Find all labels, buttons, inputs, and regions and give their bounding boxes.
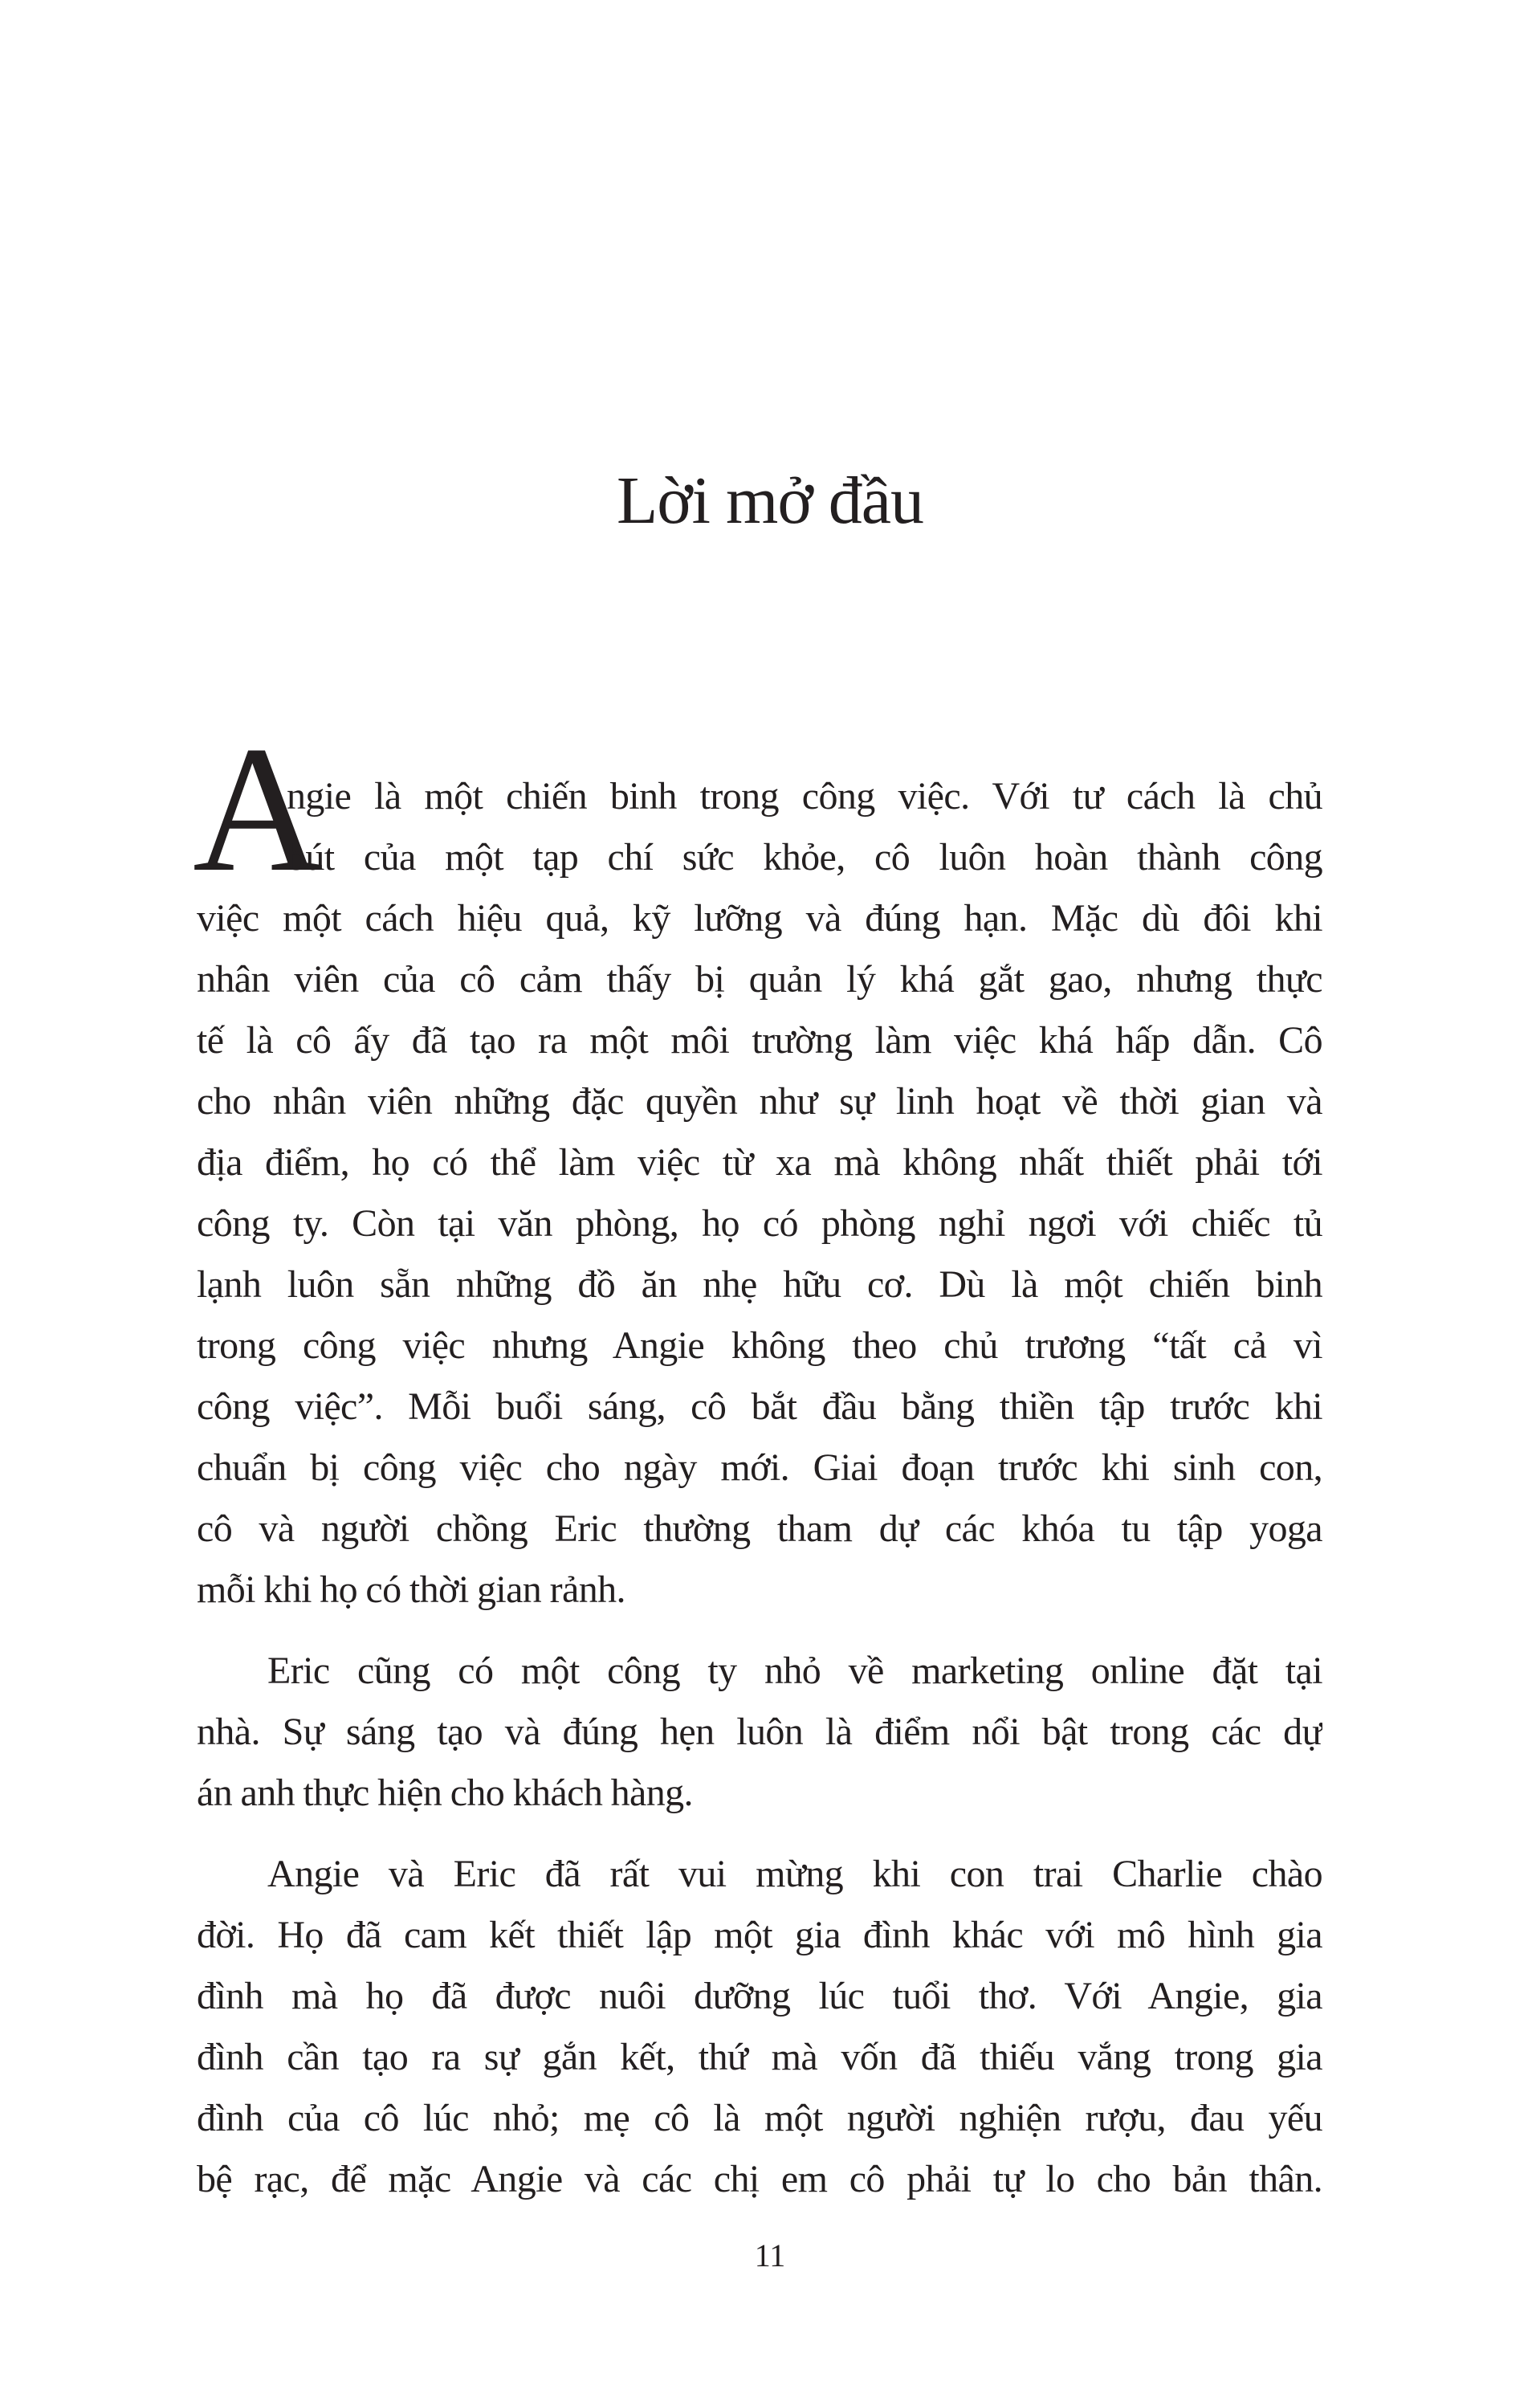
text-line: Eric cũng có một công ty nhỏ về marketing online đặt tại: [267, 1650, 1322, 1692]
text-line: việc một cách hiệu quả, kỹ lưỡng và đúng hạn. Mặc dù đôi khi: [197, 897, 1322, 940]
text-line: công ty. Còn tại văn phòng, họ có phòng nghỉ ngơi với chiếc tủ: [197, 1202, 1322, 1245]
body-text: [197, 766, 1322, 2210]
text-line: đình mà họ đã được nuôi dưỡng lúc tuổi thơ. Với Angie, gia: [197, 1975, 1322, 2017]
text-line: chuẩn bị công việc cho ngày mới. Giai đoạn trước khi sinh con,: [197, 1446, 1322, 1489]
drop-cap: A: [193, 708, 324, 909]
text-line: cô và người chồng Eric thường tham dự các khóa tu tập yoga: [197, 1507, 1322, 1550]
text-line: bệ rạc, để mặc Angie và các chị em cô phải tự lo cho bản thân.: [197, 2158, 1322, 2200]
text-line: ngie là một chiến binh trong công việc. Với tư cách là chủ: [287, 775, 1322, 818]
chapter-title: Lời mở đầu: [616, 463, 924, 538]
paragraph-2: [197, 1641, 1322, 1824]
text-line: bút của một tạp chí sức khỏe, cô luôn hoàn thành công: [287, 836, 1322, 879]
text-line: án anh thực hiện cho khách hàng.: [197, 1772, 693, 1814]
text-line: địa điểm, họ có thể làm việc từ xa mà không nhất thiết phải tới: [197, 1141, 1322, 1184]
text-line: đình cần tạo ra sự gắn kết, thứ mà vốn đã thiếu vắng trong gia: [197, 2036, 1322, 2078]
text-line: tế là cô ấy đã tạo ra một môi trường làm việc khá hấp dẫn. Cô: [197, 1019, 1322, 1062]
text-line: trong công việc nhưng Angie không theo chủ trương “tất cả vì: [197, 1324, 1322, 1367]
paragraph-3: [197, 1844, 1322, 2210]
text-line: lạnh luôn sẵn những đồ ăn nhẹ hữu cơ. Dù là một chiến binh: [197, 1263, 1322, 1306]
page-number: 11: [754, 2237, 786, 2274]
paragraph-1: [197, 766, 1322, 1621]
text-line: Angie và Eric đã rất vui mừng khi con trai Charlie chào: [267, 1853, 1322, 1895]
text-line: mỗi khi họ có thời gian rảnh.: [197, 1568, 625, 1611]
text-line: nhà. Sự sáng tạo và đúng hẹn luôn là điểm nổi bật trong các dự: [197, 1711, 1322, 1753]
text-line: công việc”. Mỗi buổi sáng, cô bắt đầu bằng thiền tập trước khi: [197, 1385, 1322, 1428]
text-line: nhân viên của cô cảm thấy bị quản lý khá gắt gao, nhưng thực: [197, 958, 1322, 1001]
text-line: đời. Họ đã cam kết thiết lập một gia đình khác với mô hình gia: [197, 1914, 1322, 1956]
text-line: cho nhân viên những đặc quyền như sự linh hoạt về thời gian và: [197, 1080, 1322, 1123]
text-line: đình của cô lúc nhỏ; mẹ cô là một người nghiện rượu, đau yếu: [197, 2097, 1322, 2139]
